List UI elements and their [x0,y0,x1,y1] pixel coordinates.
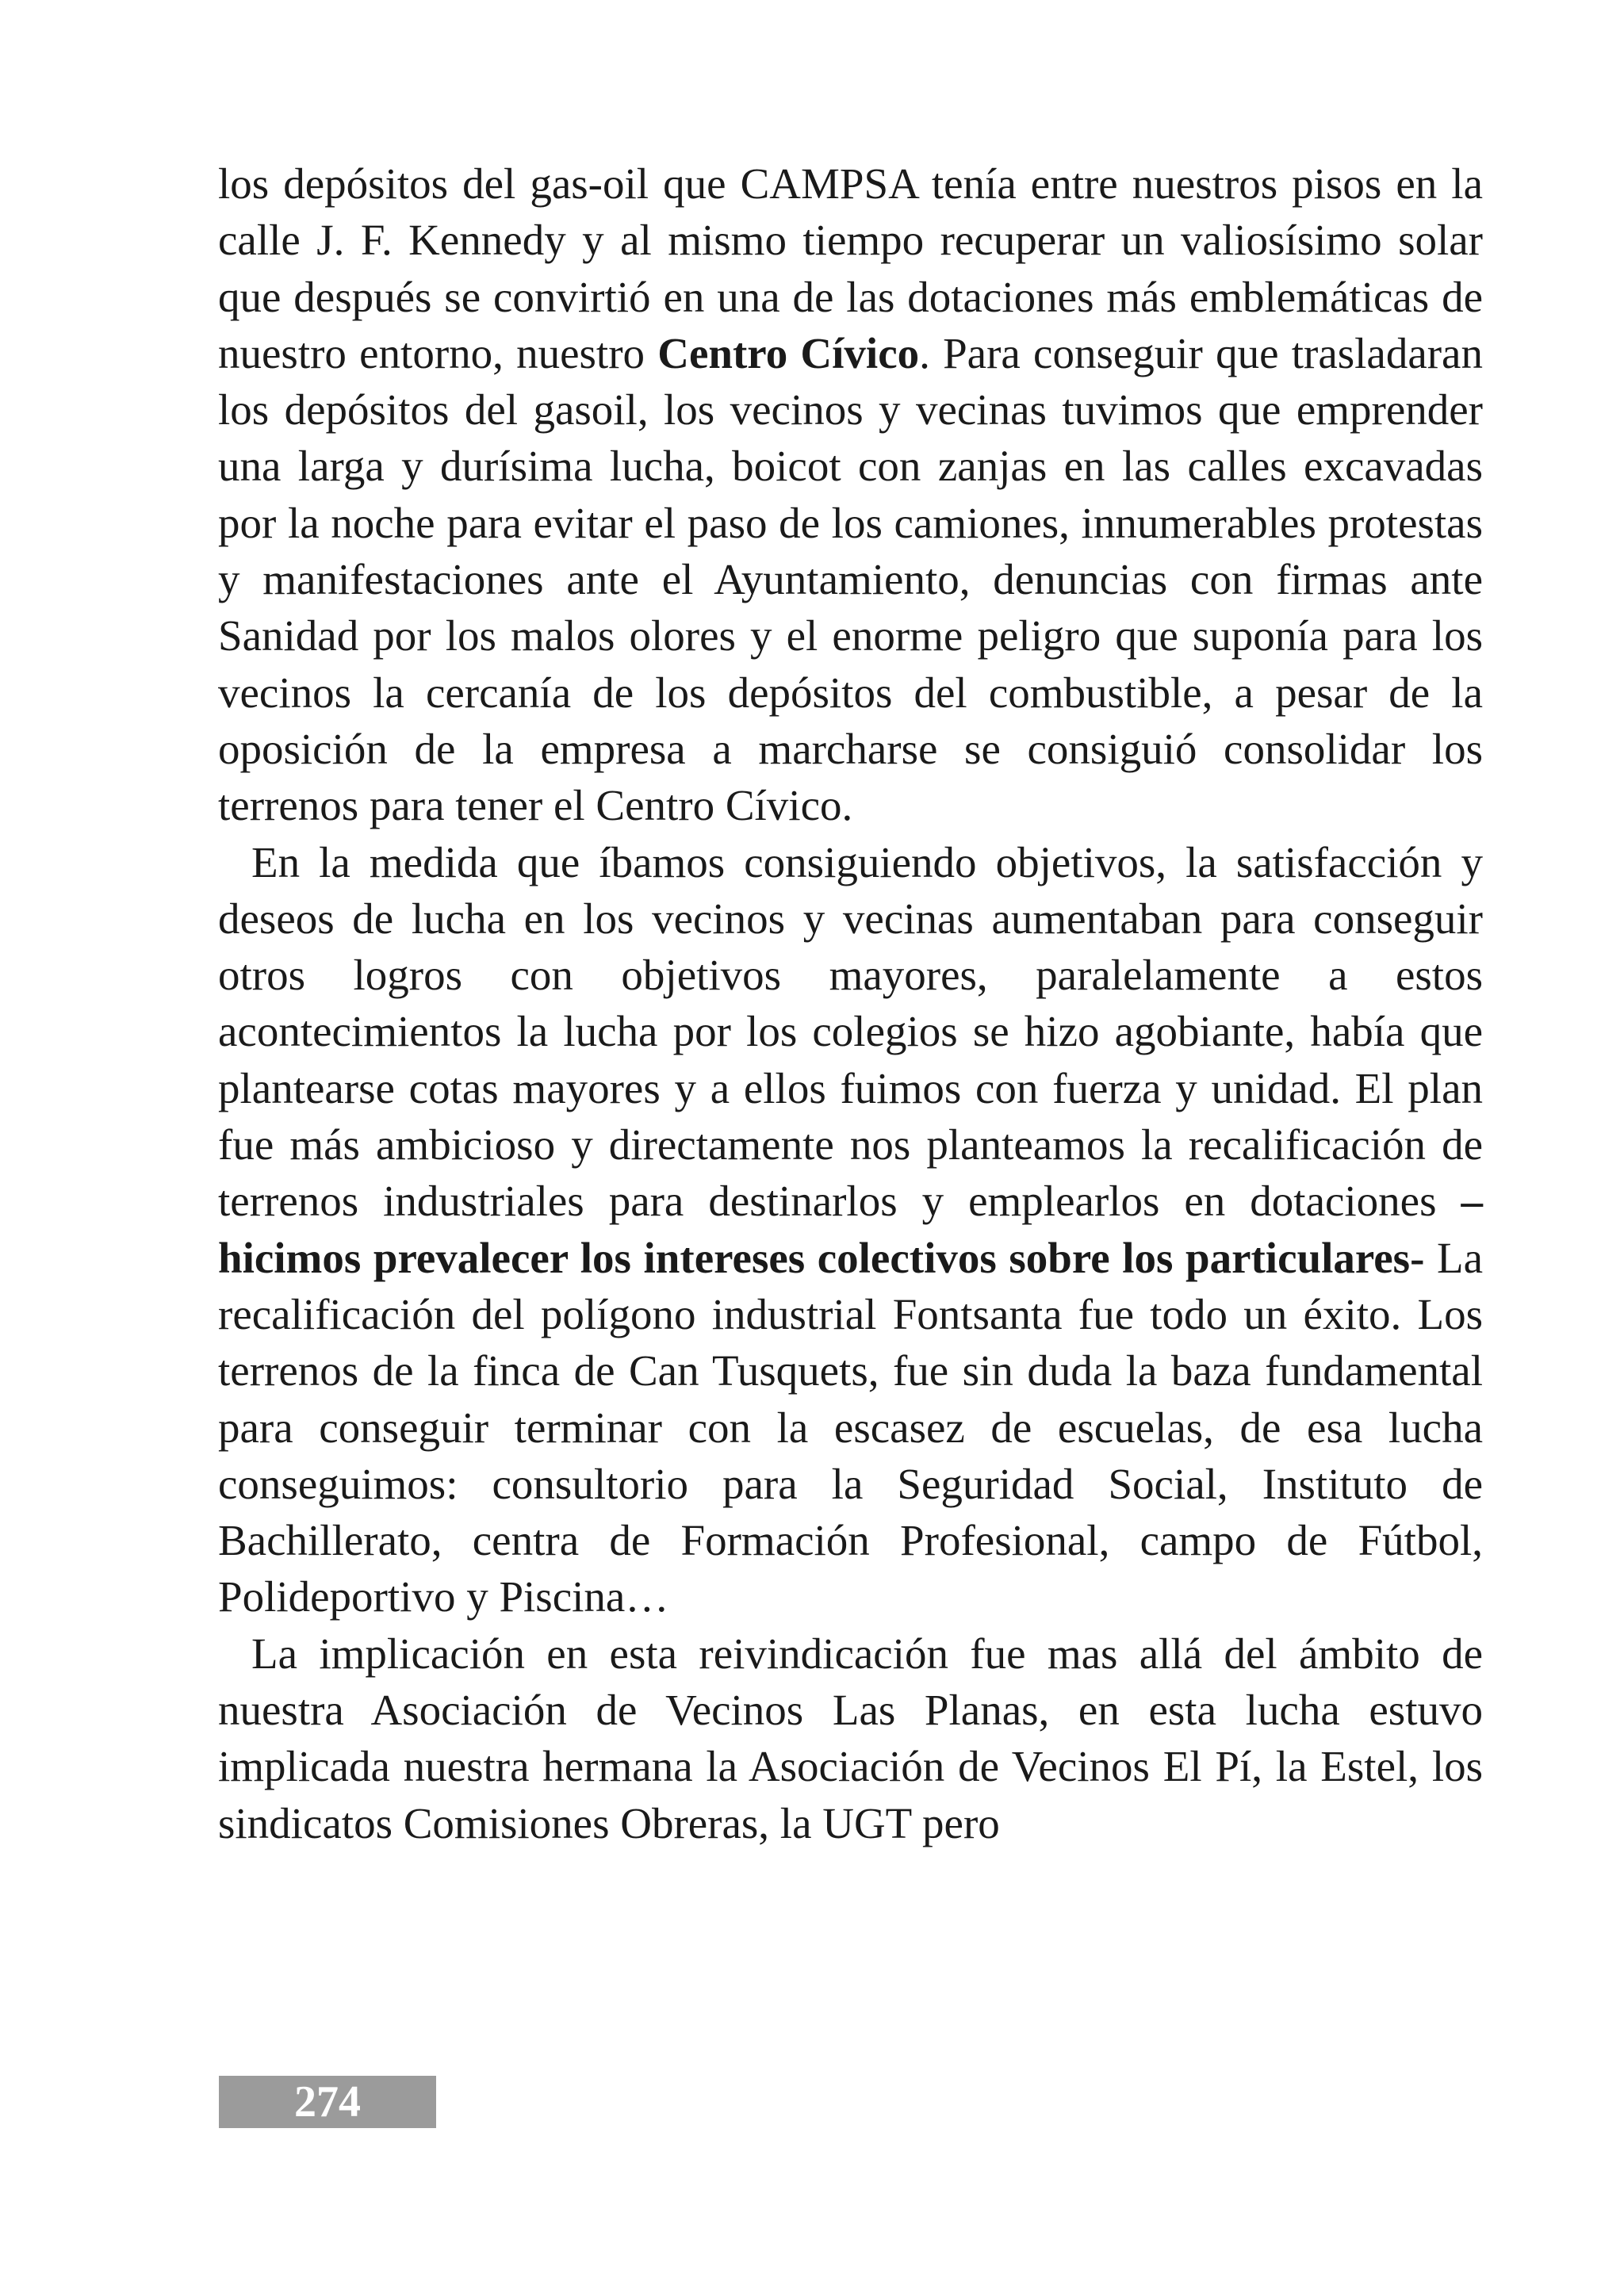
paragraph-2-text-1: En la medida que íbamos consiguiendo objetivos, la satisfacción y deseos de lucha en los vecinos y vecinas aumentaban para conseguir otros logros con objetivos mayores, paralelamente a estos acontecimientos la lucha por los colegios se hizo agobiante, había que plantearse cotas mayores y a ellos fuimos con fuerza y unidad. El plan fue más ambicioso y directamente nos planteamos la recalificación de terrenos industriales para destinarlos y emplearlos en dotaciones [218,837,1483,1226]
paragraph-3 [218,1625,1483,1851]
paragraph-2 [218,834,1483,1625]
paragraph-1 [218,155,1483,834]
paragraph-2-bold-statement: –hicimos prevalecer los intereses colectivos sobre los particulares- [218,1177,1483,1282]
paragraph-1-bold-centro-civico: Centro Cívico [657,328,920,377]
paragraph-2-text-2: La recalificación del polígono industrial Fontsanta fue todo un éxito. Los terrenos de la finca de Can Tusquets, fue sin duda la baza fundamental para conseguir terminar con la escasez de escuelas, de esa lucha conseguimos: consultorio para la Seguridad Social, Instituto de Bachillerato, centra de Formación Profesional, campo de Fútbol, Polideportivo y Piscina… [218,1233,1483,1621]
body-text [218,155,1483,1851]
paragraph-3-text-1: La implicación en esta reivindicación fue mas allá del ámbito de nuestra Asociación de Vecinos Las Planas, en esta lucha estuvo implicada nuestra hermana la Asociación de Vecinos El Pí, la Estel, los sindicatos Comisiones Obreras, la UGT pero [218,1629,1483,1847]
page-number: 274 [219,2076,436,2128]
paragraph-1-text-2: . Para conseguir que trasladaran los depósitos del gasoil, los vecinos y vecinas tuvimos que emprender una larga y durísima lucha, boicot con zanjas en las calles excavadas por la noche para evitar el paso de los camiones, innumerables protestas y manifestaciones ante el Ayuntamiento, denuncias con firmas ante Sanidad por los malos olores y el enorme peligro que suponía para los vecinos la cercanía de los depósitos del combustible, a pesar de la oposición de la empresa a marcharse se consiguió consolidar los terrenos para tener el Centro Cívico. [218,328,1483,830]
paragraph-1-text-1: los depósitos del gas-oil que CAMPSA tenía entre nuestros pisos en la calle J. F. Kennedy y al mismo tiempo recuperar un valiosísimo solar que después se convirtió en una de las dotaciones más emblemáticas de nuestro entorno, nuestro [218,159,1483,377]
